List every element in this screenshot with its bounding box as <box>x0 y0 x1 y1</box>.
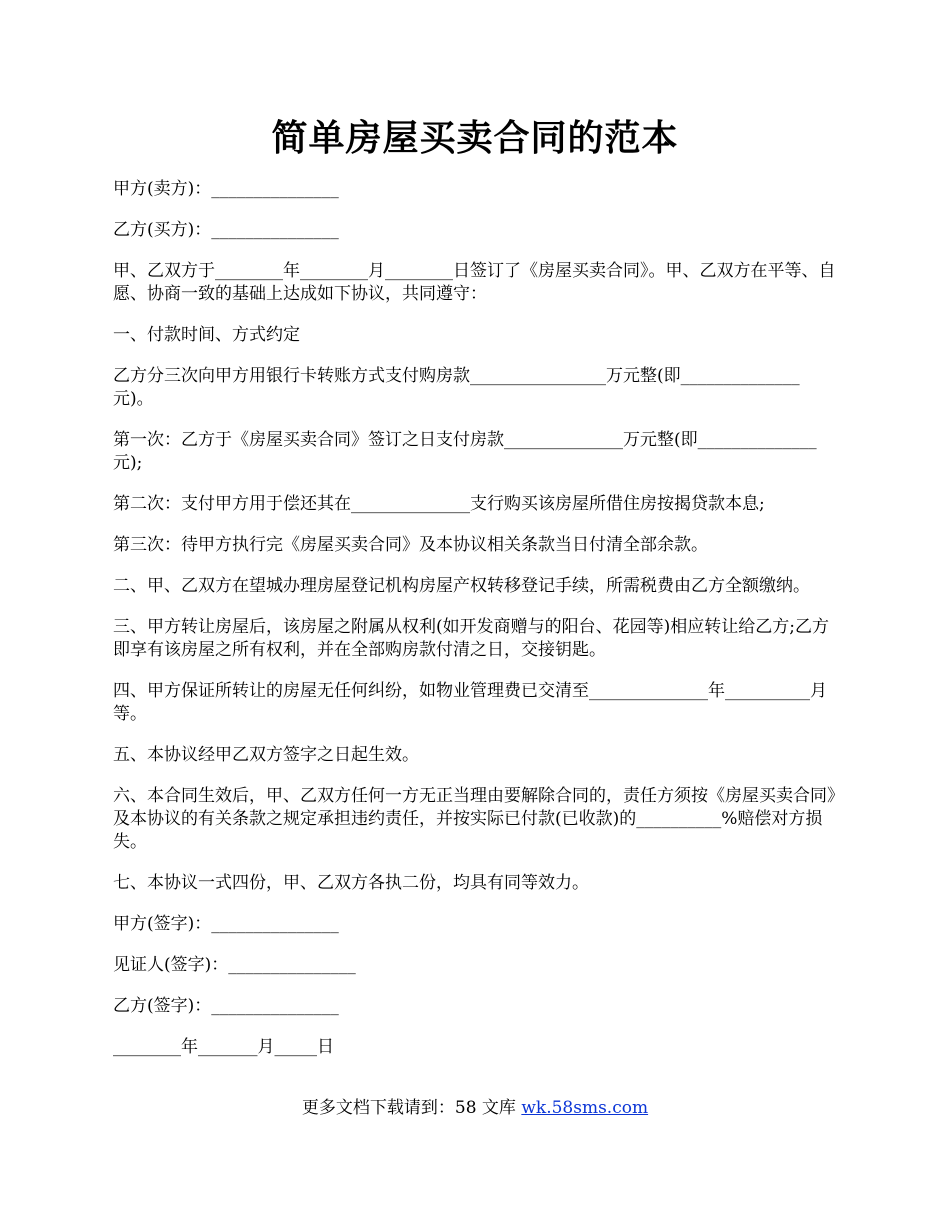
witness-signature-line: 见证人(签字)：_______________ <box>113 955 356 975</box>
party-b-signature-line: 乙方(签字)：_______________ <box>113 996 339 1016</box>
clause-four-paragraph: 四、甲方保证所转让的房屋无任何纠纷，如物业管理费已交清至______________年__________月等。 <box>113 681 827 724</box>
document-title: 简单房屋买卖合同的范本 <box>271 117 679 159</box>
payment-overview-paragraph: 乙方分三次向甲方用银行卡转账方式支付购房款________________万元整(即______________元)。 <box>113 366 800 409</box>
footer-link[interactable]: wk.58sms.com <box>521 1098 649 1118</box>
party-a-signature-line: 甲方(签字)：_______________ <box>113 914 339 934</box>
document-body <box>113 178 838 1077</box>
clause-three-paragraph: 三、甲方转让房屋后，该房屋之附属从权利(如开发商赠与的阳台、花园等)相应转让给乙方;乙方即享有该房屋之所有权利，并在全部购房款付清之日，交接钥匙。 <box>113 617 829 660</box>
clause-two-paragraph: 二、甲、乙双方在望城办理房屋登记机构房屋产权转移登记手续，所需税费由乙方全额缴纳。 <box>113 576 810 596</box>
preamble-paragraph: 甲、乙双方于________年________月________日签订了《房屋买卖合同》。甲、乙双方在平等、自愿、协商一致的基础上达成如下协议，共同遵守： <box>113 261 836 304</box>
clause-seven-paragraph: 七、本协议一式四份，甲、乙双方各执二份，均具有同等效力。 <box>113 873 589 893</box>
clause-six-paragraph: 六、本合同生效后，甲、乙双方任何一方无正当理由要解除合同的，责任方须按《房屋买卖合同》及本协议的有关条款之规定承担违约责任，并按实际已付款(已收款)的__________%赔偿对方损失。 <box>113 786 836 852</box>
party-a-seller-line: 甲方(卖方)：_______________ <box>113 179 339 199</box>
first-payment-paragraph: 第一次：乙方于《房屋买卖合同》签订之日支付房款______________万元整(即______________元); <box>113 430 817 473</box>
clause-five-paragraph: 五、本协议经甲乙双方签字之日起生效。 <box>113 745 419 765</box>
second-payment-paragraph: 第二次：支付甲方用于偿还其在______________支行购买该房屋所借住房按揭贷款本息; <box>113 494 765 514</box>
third-payment-paragraph: 第三次：待甲方执行完《房屋买卖合同》及本协议相关条款当日付清全部余款。 <box>113 535 708 555</box>
section-heading-payment: 一、付款时间、方式约定 <box>113 325 300 345</box>
footer-text: 更多文档下载请到：58 文库 <box>301 1098 522 1118</box>
party-b-buyer-line: 乙方(买方)：_______________ <box>113 220 339 240</box>
date-line: ________年_______月_____日 <box>113 1037 334 1057</box>
footer <box>0 1093 950 1118</box>
